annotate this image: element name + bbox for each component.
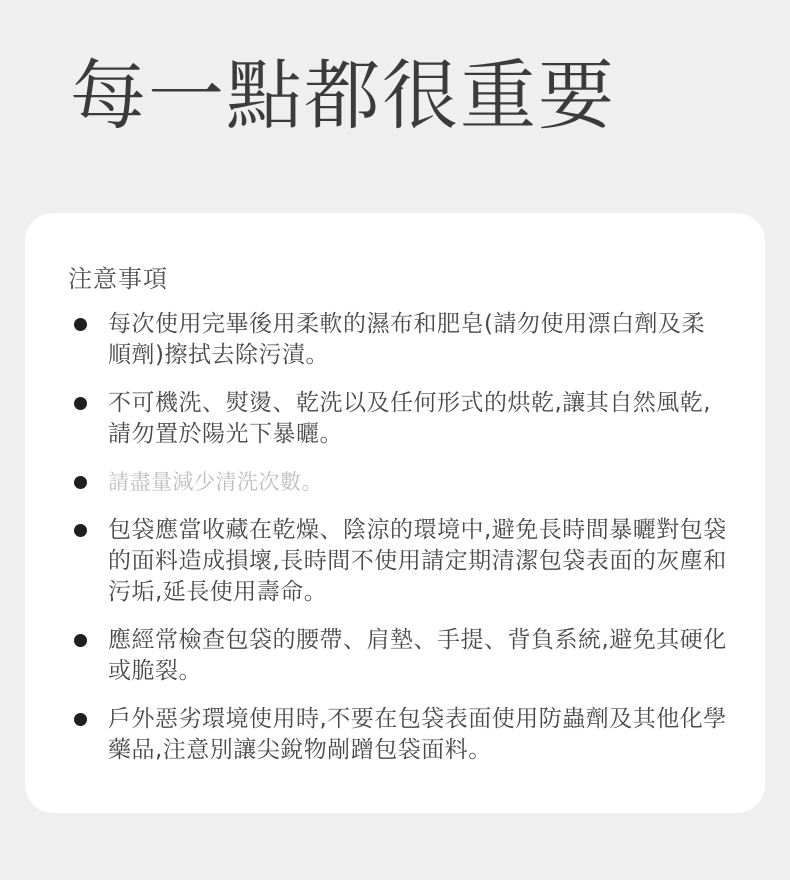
list-item: [68, 625, 728, 687]
list-item: [68, 309, 728, 371]
card-heading: 注意事項: [68, 265, 168, 293]
care-notes-list: [68, 309, 728, 783]
list-item: [68, 515, 728, 608]
bullet-icon: [74, 318, 87, 331]
bullet-icon: [74, 397, 87, 410]
page-title: 每一點都很重要: [70, 51, 616, 140]
list-item-text: 應經常檢查包袋的腰帶、肩墊、手提、背負系統,避免其硬化或脆裂。: [108, 627, 727, 684]
list-item-text: 包袋應當收藏在乾燥、陰涼的環境中,避免長時間暴曬對包袋的面料造成損壞,長時間不使用請定期清潔包袋表面的灰塵和污垢,延長使用壽命。: [108, 517, 727, 605]
bullet-icon: [74, 634, 87, 647]
list-item: [68, 467, 728, 498]
bullet-icon: [74, 713, 87, 726]
list-item-text: 每次使用完畢後用柔軟的濕布和肥皂(請勿使用漂白劑及柔順劑)擦拭去除污漬。: [108, 311, 705, 368]
list-item: [68, 388, 728, 450]
list-item-text: 請盡量減少清洗次數。: [108, 470, 323, 494]
list-item-text: 戶外惡劣環境使用時,不要在包袋表面使用防蟲劑及其他化學藥品,注意別讓尖銳物剮蹭包袋面料。: [108, 706, 727, 763]
list-item: [68, 704, 728, 766]
list-item-text: 不可機洗、熨燙、乾洗以及任何形式的烘乾,讓其自然風乾,請勿置於陽光下暴曬。: [108, 390, 712, 447]
care-instructions-card: [25, 213, 765, 813]
bullet-icon: [74, 476, 87, 489]
bullet-icon: [74, 524, 87, 537]
